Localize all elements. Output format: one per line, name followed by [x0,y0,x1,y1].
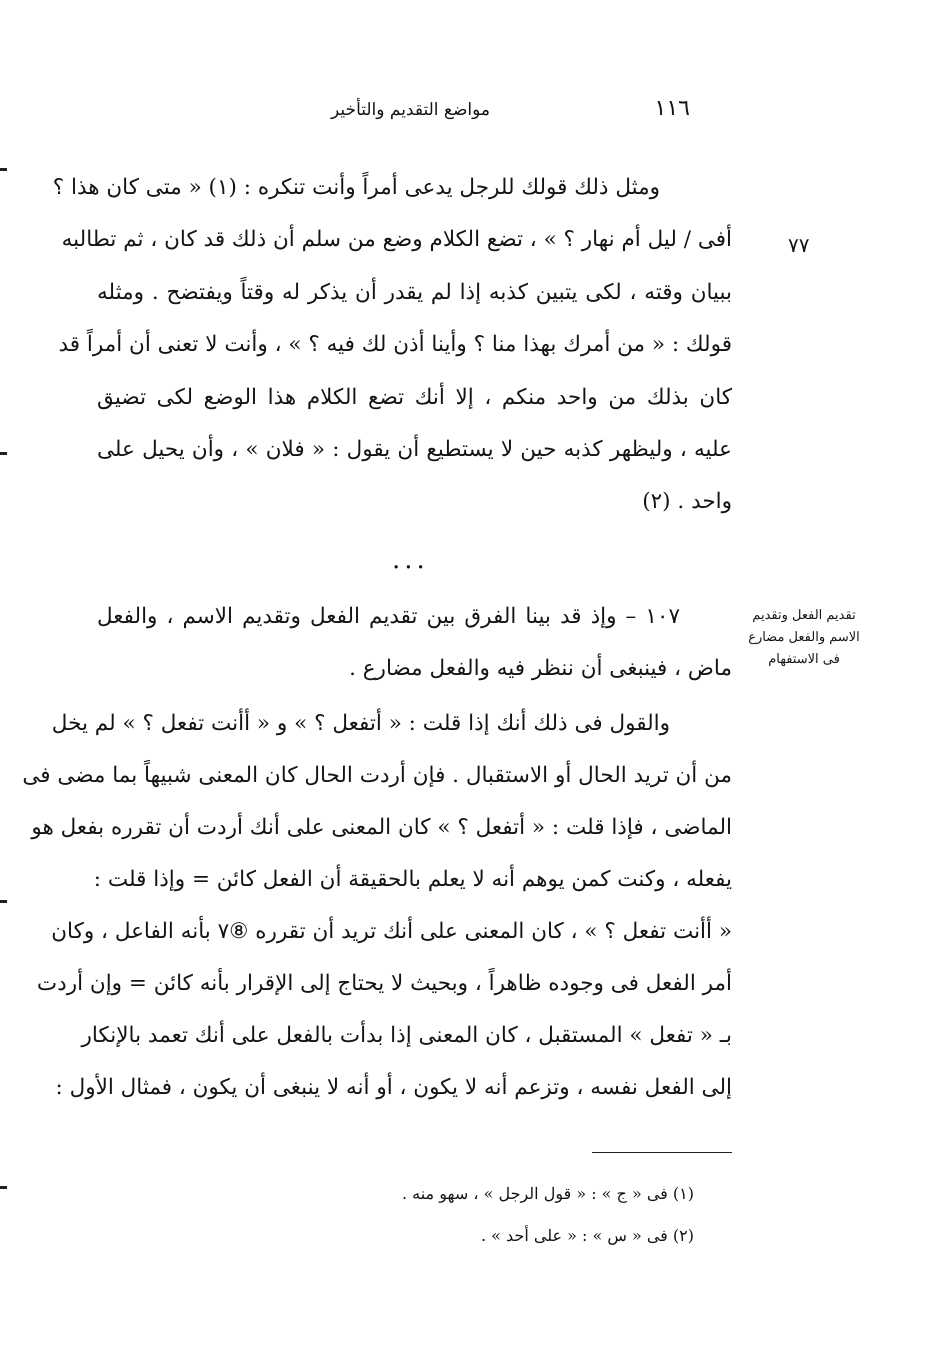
scan-edge-mark [0,452,7,455]
text-line: ماض ، فينبغى أن ننظر فيه والفعل مضارع . [349,656,732,681]
text-line: واحد . (٢) [642,489,732,514]
running-title: مواضع التقديم والتأخير [331,100,490,120]
text-line: أفى / ليل أم نهار ؟ » ، تضع الكلام وضع من سلم أن ذلك قد كان ، ثم تطالبه [61,227,732,252]
page-header [300,96,690,136]
side-note-line: الاسم والفعل مضارع [748,630,860,645]
footnote-divider [592,1152,732,1153]
side-note-line: تقديم الفعل وتقديم [752,608,856,623]
text-line: والقول فى ذلك أنك إذا قلت : « أتفعل ؟ » و « أأنت تفعل ؟ » لم يخل [51,711,670,736]
footnote: (٢) فى « س » : « على أحد » . [480,1226,694,1245]
text-line: من أن تريد الحال أو الاستقبال . فإن أردت الحال كان المعنى شبيهاً بما مضى فى [22,763,732,788]
scan-edge-mark [0,900,7,903]
scan-edge-mark [0,168,7,171]
text-line: ببيان وقته ، لكى يتبين كذبه إذا لم يقدر أن يذكر له وقتاً ويفتضح . ومثله [97,280,732,305]
text-line: الماضى ، فإذا قلت : « أتفعل ؟ » كان المعنى على أنك أردت أن تقرره بفعل هو [31,815,732,840]
text-line: أمر الفعل فى وجوده ظاهراً ، وبحيث لا يحتاج إلى الإقرار بأنه كائن = وإن أردت [36,971,732,996]
text-line: إلى الفعل نفسه ، وتزعم أنه لا يكون ، أو أنه لا ينبغى أن يكون ، فمثال الأول : [55,1075,732,1100]
text-line: ١٠٧ – وإذ قد بينا الفرق بين تقديم الفعل وتقديم الاسم ، والفعل [97,604,680,629]
side-note-line: فى الاستفهام [768,652,840,667]
text-line: بـ « تفعل » المستقبل ، كان المعنى إذا بدأت بالفعل على أنك تعمد بالإنكار [81,1023,732,1048]
section-separator: ... [392,545,429,575]
text-line: « أأنت تفعل ؟ » ، كان المعنى على أنك تريد أن تقرره ⑧٧ بأنه الفاعل ، وكان [51,919,732,944]
page-number: ١١٦ [654,96,690,121]
footnote: (١) فى « ج » : « قول الرجل » ، سهو منه . [401,1184,694,1203]
text-line: قولك : « من أمرك بهذا منا ؟ وأينا أذن لك فيه ؟ » ، وأنت لا تعنى أن أمراً قد [58,332,732,357]
text-line: عليه ، وليظهر كذبه حين لا يستطيع أن يقول : « فلان » ، وأن يحيل على [97,437,732,462]
scan-edge-mark [0,1186,7,1189]
text-line: كان بذلك من واحد منكم ، إلا أنك تضع الكلام هذا الوضع لكى تضيق [97,385,732,410]
margin-reference-number: ٧٧ [788,233,810,257]
text-line: يفعله ، وكنت كمن يوهم أنه لا يعلم بالحقيقة أن الفعل كائن = وإذا قلت : [93,867,732,892]
side-note [745,605,863,671]
text-line: ومثل ذلك قولك للرجل يدعى أمراً وأنت تنكره : (١) « متى كان هذا ؟ [52,175,660,200]
